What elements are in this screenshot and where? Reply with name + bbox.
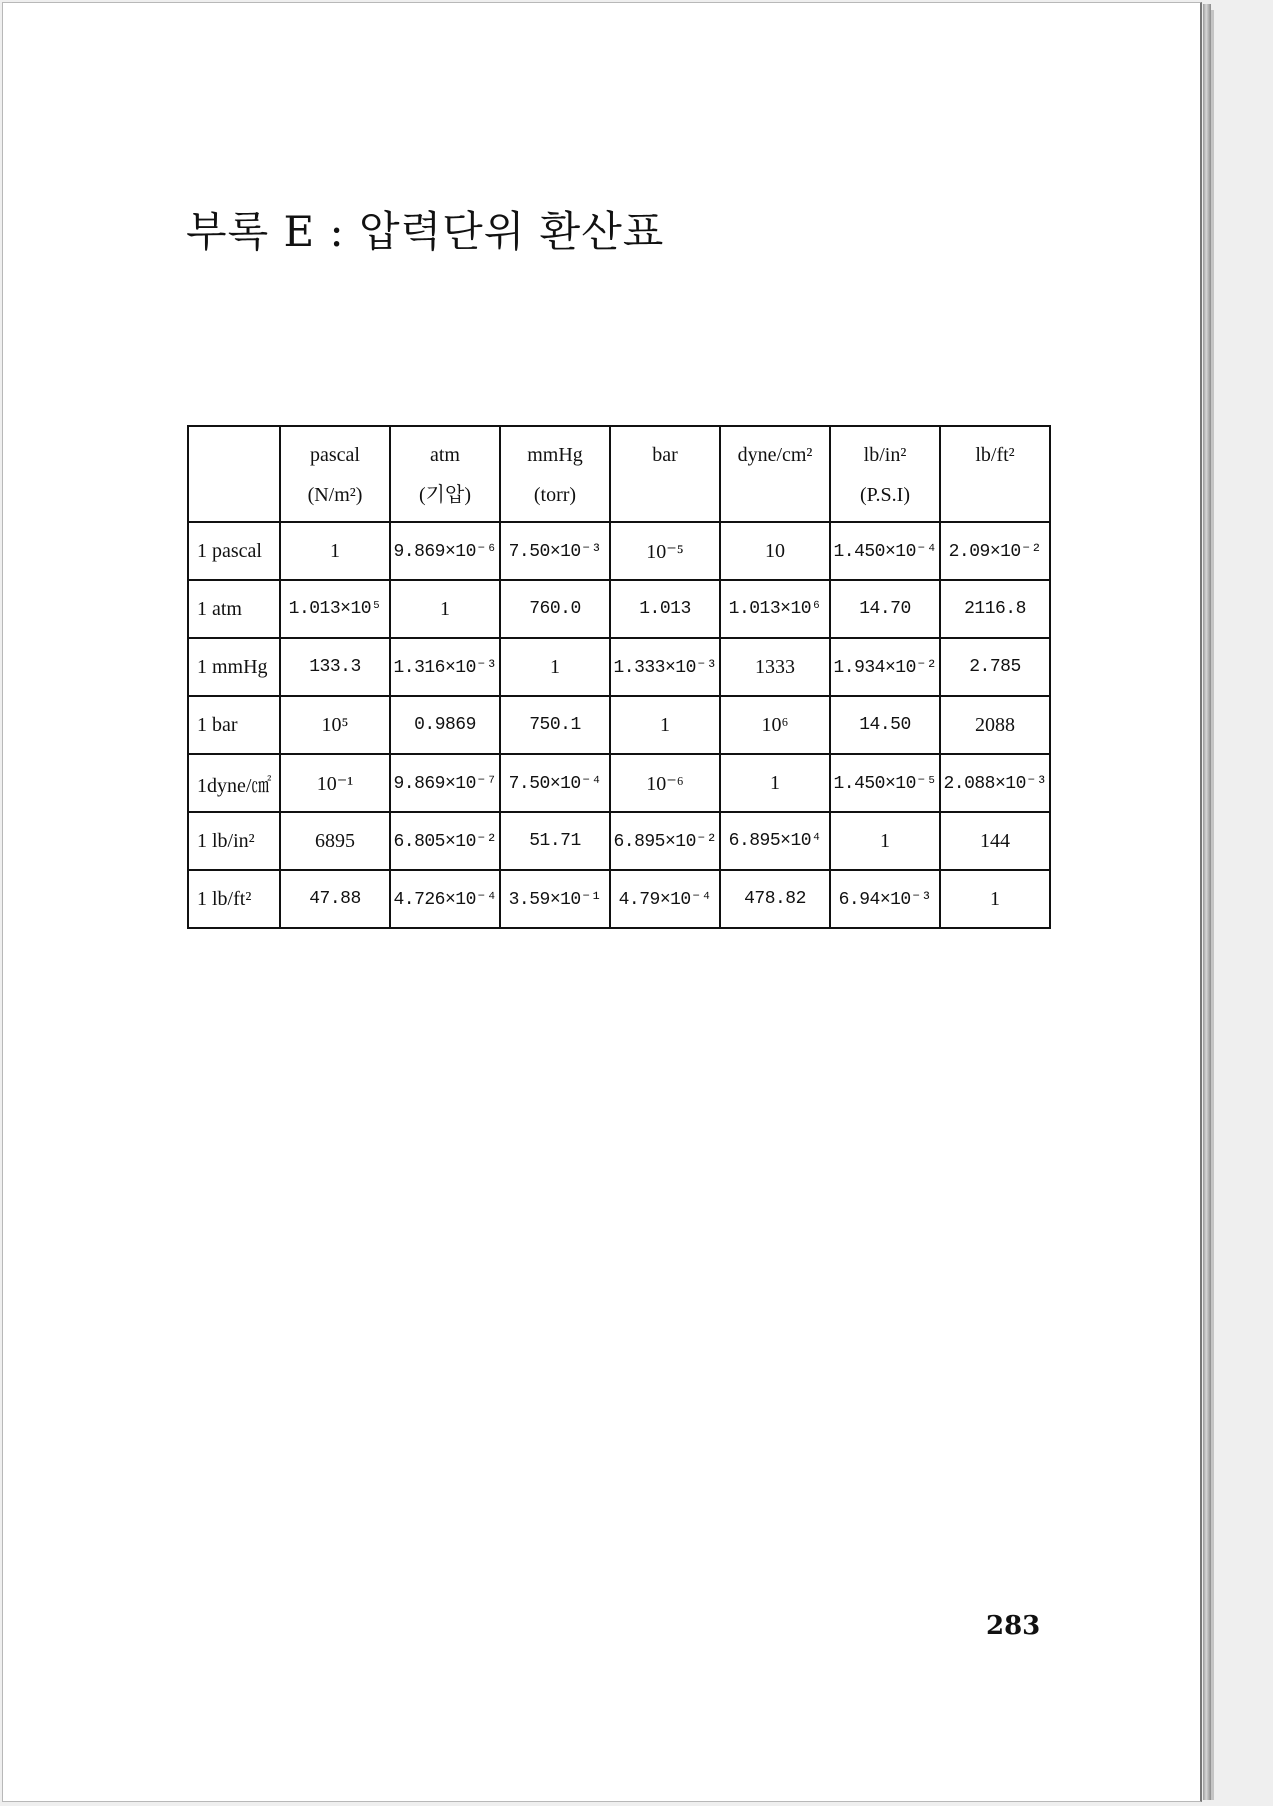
table-cell: 7.50×10⁻⁴ xyxy=(500,754,610,812)
table-cell: 2116.8 xyxy=(940,580,1050,638)
header-cell-lb-in2: lb/in² (P.S.I) xyxy=(830,426,940,522)
table-cell: 6.805×10⁻² xyxy=(390,812,500,870)
table-cell: 6.94×10⁻³ xyxy=(830,870,940,928)
page-edge-shadow xyxy=(1203,4,1211,1800)
table-cell: 1.013×10⁶ xyxy=(720,580,830,638)
row-label: 1dyne/㎠ xyxy=(188,754,280,812)
table-cell: 14.70 xyxy=(830,580,940,638)
table-cell: 10⁻⁵ xyxy=(610,522,720,580)
table-row xyxy=(188,638,1050,696)
table-cell: 2088 xyxy=(940,696,1050,754)
table-cell: 1.450×10⁻⁵ xyxy=(830,754,940,812)
table-cell: 750.1 xyxy=(500,696,610,754)
page-title: 부록 E : 압력단위 환산표 xyxy=(186,207,665,256)
row-label: 1 lb/in² xyxy=(188,812,280,870)
table-cell: 47.88 xyxy=(280,870,390,928)
document-page xyxy=(2,2,1202,1802)
table-cell: 1333 xyxy=(720,638,830,696)
table-cell: 14.50 xyxy=(830,696,940,754)
table-row xyxy=(188,580,1050,638)
table-cell: 478.82 xyxy=(720,870,830,928)
row-label: 1 pascal xyxy=(188,522,280,580)
pressure-conversion-table xyxy=(187,425,1051,929)
header-cell-mmhg: mmHg (torr) xyxy=(500,426,610,522)
table-cell: 7.50×10⁻³ xyxy=(500,522,610,580)
table-row xyxy=(188,754,1050,812)
table-cell: 2.09×10⁻² xyxy=(940,522,1050,580)
row-label: 1 lb/ft² xyxy=(188,870,280,928)
table-cell: 3.59×10⁻¹ xyxy=(500,870,610,928)
table-cell: 9.869×10⁻⁷ xyxy=(390,754,500,812)
table-row xyxy=(188,870,1050,928)
table-cell: 1 xyxy=(390,580,500,638)
table-cell: 4.726×10⁻⁴ xyxy=(390,870,500,928)
table-cell: 10⁵ xyxy=(280,696,390,754)
table-cell: 6895 xyxy=(280,812,390,870)
table-cell: 1.316×10⁻³ xyxy=(390,638,500,696)
table-cell: 1.934×10⁻² xyxy=(830,638,940,696)
table-cell: 1 xyxy=(500,638,610,696)
row-label: 1 mmHg xyxy=(188,638,280,696)
table-cell: 1 xyxy=(940,870,1050,928)
table-row xyxy=(188,812,1050,870)
table-cell: 1 xyxy=(720,754,830,812)
table-cell: 10 xyxy=(720,522,830,580)
table-cell: 760.0 xyxy=(500,580,610,638)
page-edge-shadow-outer xyxy=(1211,10,1214,1800)
table-cell: 1.013 xyxy=(610,580,720,638)
table-cell: 6.895×10⁻² xyxy=(610,812,720,870)
table-cell: 2.785 xyxy=(940,638,1050,696)
header-cell-atm: atm (기압) xyxy=(390,426,500,522)
table-cell: 10⁶ xyxy=(720,696,830,754)
table-cell: 144 xyxy=(940,812,1050,870)
table-cell: 51.71 xyxy=(500,812,610,870)
table-cell: 1 xyxy=(830,812,940,870)
table-cell: 133.3 xyxy=(280,638,390,696)
header-cell-bar: bar xyxy=(610,426,720,522)
table-cell: 4.79×10⁻⁴ xyxy=(610,870,720,928)
header-cell-pascal: pascal (N/m²) xyxy=(280,426,390,522)
header-cell-lb-ft2: lb/ft² xyxy=(940,426,1050,522)
table-row xyxy=(188,696,1050,754)
table-cell: 10⁻¹ xyxy=(280,754,390,812)
table-row xyxy=(188,522,1050,580)
table-cell: 1 xyxy=(280,522,390,580)
header-cell-corner xyxy=(188,426,280,522)
table-cell: 0.9869 xyxy=(390,696,500,754)
row-label: 1 atm xyxy=(188,580,280,638)
table-cell: 1.450×10⁻⁴ xyxy=(830,522,940,580)
table-cell: 1 xyxy=(610,696,720,754)
table-cell: 1.013×10⁵ xyxy=(280,580,390,638)
row-label: 1 bar xyxy=(188,696,280,754)
table-cell: 9.869×10⁻⁶ xyxy=(390,522,500,580)
table-header-row xyxy=(188,426,1050,522)
header-cell-dyne: dyne/cm² xyxy=(720,426,830,522)
table-cell: 6.895×10⁴ xyxy=(720,812,830,870)
table-cell: 1.333×10⁻³ xyxy=(610,638,720,696)
table-cell: 2.088×10⁻³ xyxy=(940,754,1050,812)
page-number: 283 xyxy=(986,1611,1041,1641)
table-cell: 10⁻⁶ xyxy=(610,754,720,812)
